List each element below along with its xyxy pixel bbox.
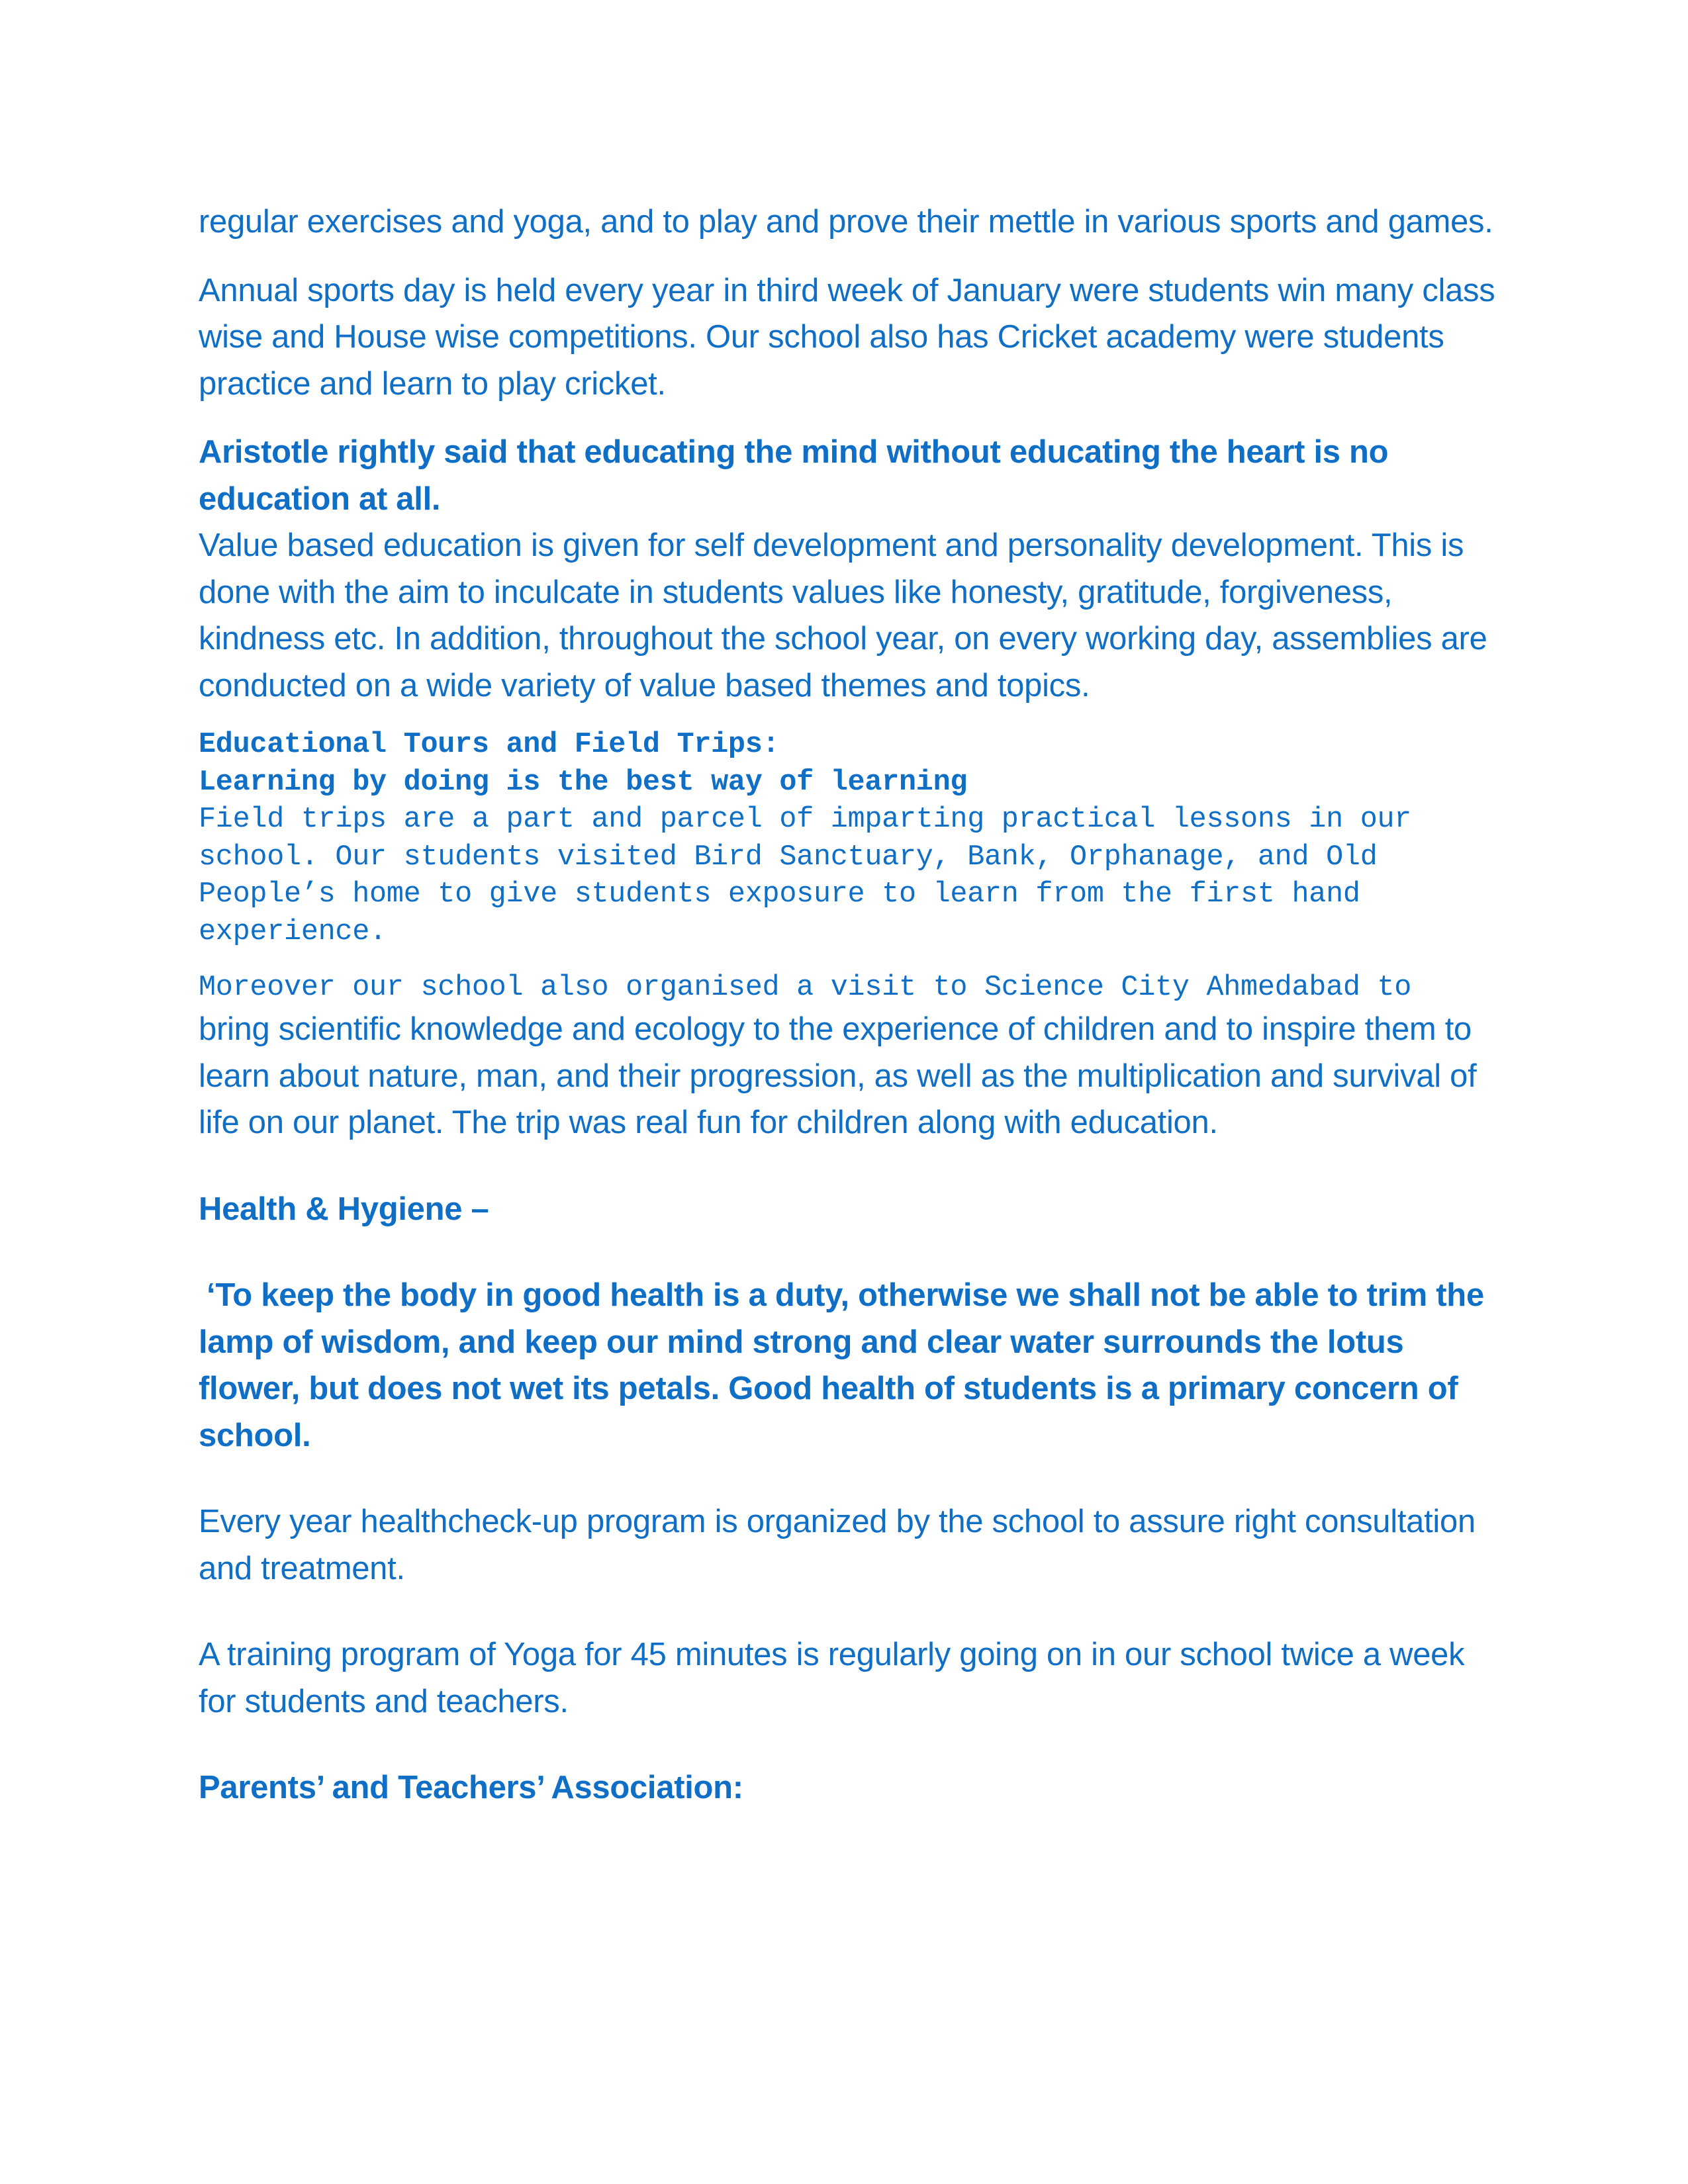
paragraph-value-education: Value based education is given for self development and personality development. This is done with the aim to inculcate in students values like honesty, gratitude, forgiveness, kindness etc. In addition, throughout the school year, on every working day, assemblies are conducted on a wide variety of value based themes and topics. bbox=[199, 527, 1487, 704]
tours-heading: Educational Tours and Field Trips: bbox=[199, 729, 780, 761]
document-page bbox=[199, 199, 1509, 1811]
health-hygiene-heading: Health & Hygiene – bbox=[199, 1191, 489, 1227]
aristotle-quote: Aristotle rightly said that educating the mind without educating the heart is no education at all. bbox=[199, 434, 1389, 517]
tours-line: People’s home to give students exposure to learn from the first hand bbox=[199, 878, 1360, 911]
pta-heading: Parents’ and Teachers’ Association: bbox=[199, 1770, 743, 1805]
paragraph-healthcheck: Every year healthcheck-up program is organized by the school to assure right consultation and treatment. bbox=[199, 1504, 1476, 1586]
paragraph-science-city: bring scientific knowledge and ecology to the experience of children and to inspire them to learn about nature, man, and their progression, as well as the multiplication and survival of life on our planet. The trip was real fun for children along with education. bbox=[199, 1011, 1477, 1140]
paragraph-sports-continued: regular exercises and yoga, and to play and prove their mettle in various sports and games. bbox=[199, 204, 1493, 240]
health-quote: ‘To keep the body in good health is a duty, otherwise we shall not be able to trim the lamp of wisdom, and keep our mind strong and clear water surrounds the lotus flower, but does not wet its petals. Good health of students is a primary concern of school. bbox=[199, 1277, 1484, 1453]
science-city-lead: Moreover our school also organised a visit to Science City Ahmedabad to bbox=[199, 972, 1412, 1004]
tours-line: experience. bbox=[199, 915, 387, 948]
paragraph-yoga-program: A training program of Yoga for 45 minutes is regularly going on in our school twice a week for students and teachers. bbox=[199, 1637, 1465, 1719]
tours-line: school. Our students visited Bird Sanctuary, Bank, Orphanage, and Old bbox=[199, 841, 1378, 874]
paragraph-annual-sports-day: Annual sports day is held every year in third week of January were students win many class wise and House wise competitions. Our school also has Cricket academy were students practice and learn to play cricket. bbox=[199, 272, 1495, 402]
tours-subheading: Learning by doing is the best way of learning bbox=[199, 766, 968, 799]
tours-line: Field trips are a part and parcel of imparting practical lessons in our bbox=[199, 803, 1412, 836]
